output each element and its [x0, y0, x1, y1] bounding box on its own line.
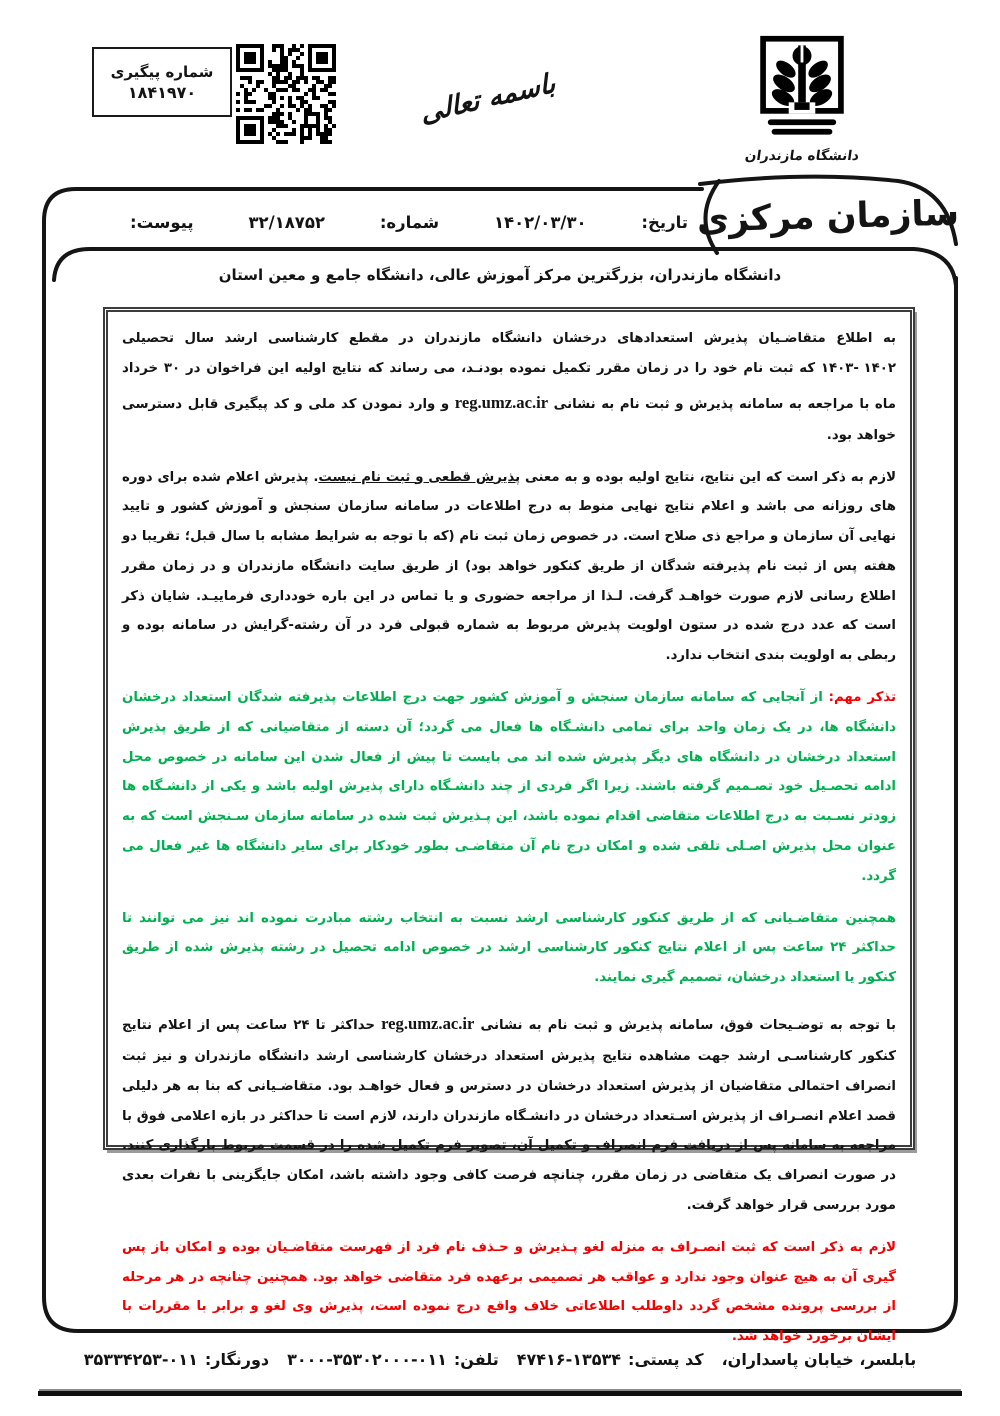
registration-url-2: reg.umz.ac.ir	[381, 1013, 475, 1033]
university-subtitle: دانشگاه مازندران، بزرگترین مرکز آموزش عالی، دانشگاه جامع و معین استان	[218, 266, 782, 284]
postal-value: ۴۷۴۱۶-۱۳۵۳۴	[516, 1350, 622, 1369]
intro-text: به اطلاع متقاضـیان پذیرش استعدادهای درخشان دانشگاه مازندران در مقطع کارشناسی ارشد سال تحصیلی	[122, 331, 896, 346]
paragraph-withdrawal-procedure	[122, 1005, 896, 1221]
paragraph-konkur-applicants: همچنین متقاضـیانی که از طریق کنکور کارشناسی ارشد نسبت به انتخاب رشته مبادرت نموده اند نیز می توانند تا حداکثر ۲۴ ساعت پس از اعلام نتایج کنکور کارشناسی ارشد در خصوص ادامه تحصیل در رشته پذیرش شده از طریق کنکور یا استعداد درخشان، تصمیم گیری نمایند.	[122, 910, 897, 986]
withdrawal-text: با توجه به توضـیحات فوق، سامانه پذیرش و ثبت نام به نشانی	[474, 1017, 896, 1033]
preliminary-text: لازم به ذکر است که این نتایج، نتایج اولیه بوده و به معنی	[520, 469, 896, 485]
registration-url: reg.umz.ac.ir	[454, 392, 549, 412]
tracking-label: شماره پیگیری	[110, 62, 214, 81]
academic-years: ۱۴۰۳- ۱۴۰۲	[820, 360, 896, 376]
notice-box	[103, 307, 915, 1345]
logo-caption: دانشگاه مازندران	[743, 148, 861, 164]
footer-phone	[287, 1350, 499, 1369]
number-label: شماره:	[379, 212, 440, 232]
phone-value: ۳۰۰۰-۳۵۳۰۲۰۰۰-۰۱۱	[287, 1350, 447, 1369]
header-fields	[130, 201, 688, 243]
footer-fax	[84, 1350, 269, 1369]
date-value: ۱۴۰۲/۰۳/۳۰	[493, 212, 587, 232]
attachment-label: پیوست:	[130, 212, 194, 232]
bottom-rule	[38, 1391, 962, 1396]
date-label: تاریخ:	[641, 212, 688, 232]
paragraph-important-notice	[122, 683, 896, 891]
paragraph-preliminary-results	[122, 463, 896, 671]
university-emblem-icon	[754, 34, 850, 146]
paragraph-withdrawal-warning: لازم به ذکر است که ثبت انصـراف به منزله لغو پـذیرش و حـذف نام فرد از فهرست متقاضـیان بوده و امکان باز پس گیری آن به هیچ عنوان وجود ندارد و عواقب هر تصمیمی برعهده فرد متقاضی خواهد بود. همچنین چنانچه در هر مرحله از بررسی پرونده مشخص گردد داوطلب اطلاعاتی خلاف واقع درج نموده است، پذیرش وی لغو و برابر با مقررات با ایشان برخورد خواهد شد.	[122, 1239, 896, 1345]
paragraph-intro	[122, 324, 896, 451]
qr-code-icon	[236, 44, 336, 144]
fax-label: دورنگار:	[204, 1350, 270, 1369]
intro-text-3: و وارد نمودن کد ملی و کد پیگیری قابل دسترسی خواهد بود.	[122, 396, 896, 443]
preliminary-text-2: . پذیرش اعلام شده برای دوره های روزانه می باشد و اعلام نتایج نهایی منوط به درج اطلاعات در سامانه سازمان سنجش و آموزش کشور و تایید نهایی آن سازمان و مراجع ذی صلاح است. در خصوص زمان ثبت نام (که با توجه به شرایط مشابه با سال قبل؛ تقریبا دو هفته پس از ثبت نام پذیرفته شدگان از طریق کنکور خواهد بود) از طریق سایت دانشگاه مازندران و در زمان مقرر اطلاع رسانی لازم صورت خواهـد گرفت. لـذا از مراجعه حضوری و یا تماس در این باره خودداری فرماییـد. شایان ذکر است که عدد درج شده در ستون اولویت پذیرش مربوط به شماره قبولی فرد در آن رشته-گرایش در سامانه بوده و ربطی به اولویت بندی انتخاب ندارد.	[122, 469, 896, 664]
tracking-number-box	[92, 47, 232, 117]
tracking-number: ۱۸۴۱۹۷۰	[127, 82, 197, 102]
phone-label: تلفن:	[453, 1350, 499, 1369]
postal-label: کد پستی:	[628, 1350, 704, 1369]
withdrawal-text-2: حداکثر تا ۲۴ ساعت پس از اعلام نتایج کنکور کارشناسـی ارشد جهت مشاهده نتایج پذیرش استعداد درخشان کارشناسی ارشد دانشگاه مازندران و نیز ثبت انصراف احتمالی متقاضیان از پذیرش استعداد درخشان در دسترس و فعال خواهـد بود. متقاضـیانی که بنا به هر دلیلی قصد اعلام انصـراف از پذیرش اسـتعداد درخشان در دانشـگاه مازندران دارند، لازم است تا حداکثر در بازه اعلامی فوق با مراجعه به سامانه پس از دریافت فرم انصراف و تکمیل آن، تصویر فرم تکمیل شده را در قسمت مربوط بارگذاری کنند. در صورت انصراف یک متقاضی در زمان مقرر، چنانچه فرصت کافی وجود داشته باشد، امکان جایگزینی با نفرات بعدی مورد بررسی قرار خواهد گرفت.	[122, 1017, 896, 1213]
number-value: ۳۲/۱۸۷۵۲	[248, 212, 325, 232]
qr-code	[236, 44, 336, 144]
fax-value: ۳۵۳۳۴۲۵۳-۰۱۱	[83, 1350, 198, 1369]
footer-postal	[517, 1350, 704, 1369]
intro-text-2: که ثبت نام خود را در زمان مقرر تکمیل نموده بودنـد، می رساند که نتایج اولیه این فراخوان در ۳۰ خرداد ماه با مراجعه به سامانه پذیرش و ثبت نام به نشانی	[122, 360, 896, 412]
university-logo	[742, 34, 862, 164]
footer-contact-line	[0, 1350, 1000, 1369]
important-notice-label: تذکر مهم:	[828, 690, 896, 706]
bismillah-calligraphy: باسمه تعالی	[419, 67, 557, 129]
important-notice-text: از آنجایی که سامانه سازمان سنجش و آموزش کشور جهت درج اطلاعات پذیرفته شدگان استعداد درخشان دانشگاه ها، در یک زمان واحد برای تمامی دانشـگاه ها فعال می گردد؛ آن دسته از متقاضیانی که از طریق پذیرش استعداد درخشان در دانشگاه های دیگر پذیرش شده اند می بایست تا پیش از فعال شدن این سامانه در خصوص محل ادامه تحصـیل خود تصـمیم گرفته باشند. زیرا اگر فردی از چند دانشـگاه دارای پذیرش اولیه باشد و یکی از دانشـگاه ها زودتر نسـبت به درج اطلاعات متقاضی اقدام نموده باشد، این پـذیرش ثبت شده در سامانه سازمان سـنجش است که به عنوان محل پذیرش اصـلی تلقی شده و امکان درج نام آن متقاضـی بطور خودکار برای سایر دانشگاه ها غیر فعال می گردد.	[122, 690, 896, 884]
footer-address: بابلسر، خیابان پاسداران،	[721, 1350, 917, 1369]
org-badge: سازمان مرکزی	[696, 193, 960, 241]
not-final-admission-emphasis: پذیرش قطعی و ثبت نام نیست	[318, 469, 521, 485]
